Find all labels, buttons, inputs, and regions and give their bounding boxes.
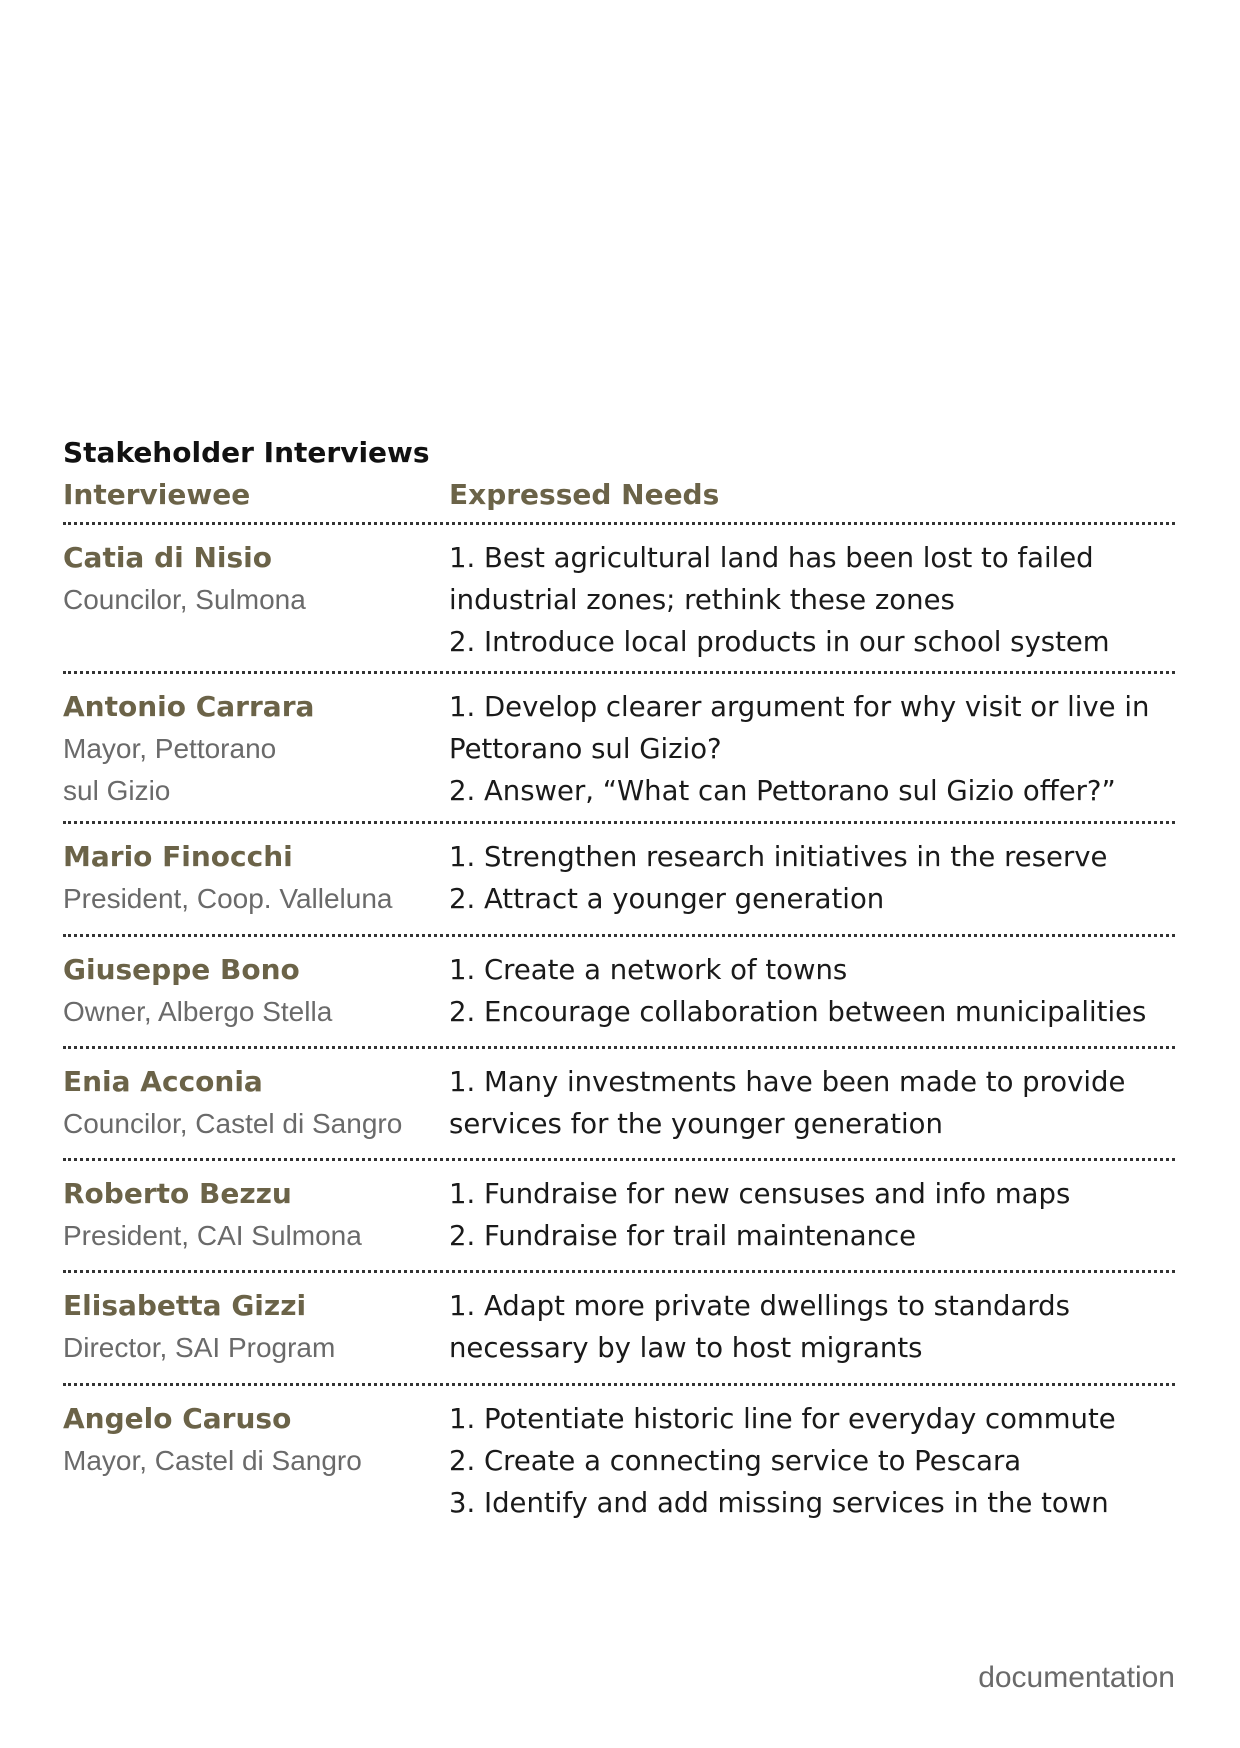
interviewee-role: Mayor, Pettorano bbox=[63, 733, 277, 764]
interviewee-name: Angelo Caruso bbox=[63, 1402, 292, 1435]
expressed-needs-cell bbox=[449, 1398, 1175, 1524]
interviewee-cell bbox=[63, 1398, 449, 1482]
interviewee-cell bbox=[63, 949, 449, 1033]
need-line: 2. Encourage collaboration between municipalities bbox=[449, 996, 1147, 1028]
need-line: 3. Identify and add missing services in the town bbox=[449, 1487, 1109, 1519]
expressed-needs-cell bbox=[449, 949, 1175, 1033]
interviewee-name: Giuseppe Bono bbox=[63, 953, 300, 986]
table-row bbox=[63, 1386, 1175, 1524]
need-line: 1. Adapt more private dwellings to standards bbox=[449, 1290, 1070, 1322]
interviewee-cell bbox=[63, 686, 449, 812]
interviewee-role: Councilor, Sulmona bbox=[63, 584, 306, 615]
interviewee-role: Director, SAI Program bbox=[63, 1332, 336, 1363]
interviewee-name: Roberto Bezzu bbox=[63, 1177, 292, 1210]
interview-table bbox=[63, 522, 1175, 1524]
interviewee-role: President, Coop. Valleluna bbox=[63, 883, 393, 914]
table-row bbox=[63, 937, 1175, 1046]
table-row bbox=[63, 1273, 1175, 1383]
need-line: Pettorano sul Gizio? bbox=[449, 733, 722, 765]
interviewee-role: Mayor, Castel di Sangro bbox=[63, 1445, 362, 1476]
expressed-needs-cell bbox=[449, 1173, 1175, 1257]
need-line: 1. Fundraise for new censuses and info maps bbox=[449, 1178, 1071, 1210]
column-header-interviewee: Interviewee bbox=[63, 478, 251, 511]
need-line: 1. Best agricultural land has been lost to failed bbox=[449, 542, 1094, 574]
table-row bbox=[63, 824, 1175, 934]
need-line: necessary by law to host migrants bbox=[449, 1332, 923, 1364]
interviewee-cell bbox=[63, 1173, 449, 1257]
need-line: 1. Create a network of towns bbox=[449, 954, 848, 986]
interviewee-name: Mario Finocchi bbox=[63, 840, 293, 873]
need-line: 1. Potentiate historic line for everyday commute bbox=[449, 1403, 1116, 1435]
expressed-needs-cell bbox=[449, 1285, 1175, 1369]
need-line: services for the younger generation bbox=[449, 1108, 943, 1140]
expressed-needs-cell bbox=[449, 686, 1175, 812]
need-line: 2. Attract a younger generation bbox=[449, 883, 885, 915]
need-line: 1. Many investments have been made to provide bbox=[449, 1066, 1126, 1098]
need-line: 2. Introduce local products in our school system bbox=[449, 626, 1110, 658]
section-footer-label: documentation bbox=[978, 1661, 1175, 1694]
interviewee-role: Councilor, Castel di Sangro bbox=[63, 1108, 403, 1139]
need-line: 1. Develop clearer argument for why visit or live in bbox=[449, 691, 1150, 723]
interviewee-role: Owner, Albergo Stella bbox=[63, 996, 333, 1027]
section-title: Stakeholder Interviews bbox=[63, 436, 430, 469]
interviewee-name: Enia Acconia bbox=[63, 1065, 263, 1098]
interviewee-cell bbox=[63, 537, 449, 621]
interviewee-cell bbox=[63, 1061, 449, 1145]
table-row bbox=[63, 525, 1175, 671]
expressed-needs-cell bbox=[449, 836, 1175, 920]
interviewee-cell bbox=[63, 836, 449, 920]
need-line: 2. Answer, “What can Pettorano sul Gizio offer?” bbox=[449, 775, 1116, 807]
expressed-needs-cell bbox=[449, 1061, 1175, 1145]
need-line: 2. Fundraise for trail maintenance bbox=[449, 1220, 917, 1252]
interviewee-role: sul Gizio bbox=[63, 775, 171, 806]
table-row bbox=[63, 1049, 1175, 1158]
column-header-expressed-needs: Expressed Needs bbox=[449, 478, 720, 511]
interviewee-name: Catia di Nisio bbox=[63, 541, 272, 574]
table-row bbox=[63, 1161, 1175, 1270]
need-line: 2. Create a connecting service to Pescara bbox=[449, 1445, 1022, 1477]
interviewee-cell bbox=[63, 1285, 449, 1369]
stakeholder-interviews-document bbox=[63, 432, 1175, 1524]
table-row bbox=[63, 674, 1175, 821]
interviewee-name: Antonio Carrara bbox=[63, 690, 315, 723]
interviewee-name: Elisabetta Gizzi bbox=[63, 1289, 307, 1322]
need-line: industrial zones; rethink these zones bbox=[449, 584, 955, 616]
need-line: 1. Strengthen research initiatives in the reserve bbox=[449, 841, 1108, 873]
expressed-needs-cell bbox=[449, 537, 1175, 663]
interviewee-role: President, CAI Sulmona bbox=[63, 1220, 362, 1251]
table-header bbox=[63, 474, 1175, 522]
